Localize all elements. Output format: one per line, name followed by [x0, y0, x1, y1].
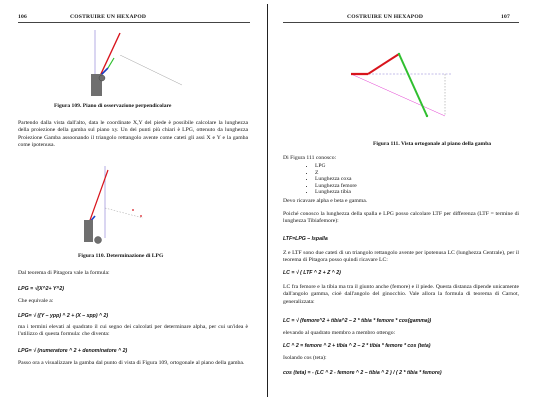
- page-number: 106: [18, 14, 27, 20]
- hip-joint-icon: [95, 237, 102, 244]
- figure-109-caption: Figura 109. Piano di osservazione perpendicolare: [54, 103, 172, 109]
- list-item: • Lunghezza coxa: [315, 176, 357, 183]
- hip-joint-icon: [99, 75, 105, 81]
- page-divider: [267, 4, 268, 397]
- paragraph-intro: Partendo dalla vista dall'alto, data le coordinate X,Y del piede è possibile calcolare la lunghezza della proiezione della gamba sul piano xy. Un dei punti più chiari è LPG, ottenuto da lunghezza Proiezione Gamba assoonando il triangolo rettangolo avente come cateti gli assi X e Y e la gamba come ipotenusa.: [18, 120, 248, 149]
- paragraph-unknowns: Devo ricavare alpha e beta e gamma.: [283, 198, 368, 204]
- paragraph-equivalent: Che equivale a:: [18, 298, 54, 304]
- figure-110-caption: Figura 110. Determinazione di LPG: [78, 253, 164, 259]
- header-rule: [18, 22, 250, 23]
- known-values-list: [301, 163, 357, 196]
- running-header: COSTRUIRE UN HEXAPOD: [347, 14, 424, 20]
- left-page: [0, 0, 265, 401]
- paragraph-lc: Z e LTF sono due cateti di un triangolo rettangolo avente per ipotenusa LC (lunghezza Centrale), per il teorema di Pitagora posso quindi ricavare LC:: [283, 250, 519, 264]
- paragraph-isolate: Isolando cos (teta):: [283, 355, 327, 361]
- figure-111-caption: Figura 111. Vista ortogonale al piano della gamba: [373, 141, 492, 147]
- robot-body: [84, 220, 93, 242]
- formula-lpg-numerator: LPG= √ (numeratore ^ 2 + denominatore ^ 2): [18, 348, 128, 354]
- paragraph-squared: elevando al quadrato membro a membro ottengo:: [283, 330, 396, 336]
- formula-ltf: LTF=LPG – lspalla: [283, 236, 328, 242]
- figure-109-projection-line: [120, 55, 190, 95]
- paragraph-next-view: Passo ora a visualizzare la gamba dal punto di vista di Figura 109, ortogonale al piano della gamba.: [18, 360, 245, 366]
- right-page: [271, 0, 535, 401]
- formula-lpg: LPG = √(X^2+ Y^2): [18, 286, 65, 292]
- list-item: • Lunghezza tibia: [315, 189, 357, 196]
- formula-lpg-expanded: LPG= √ ((Y – ypp) ^ 2 + (X – xpp) ^ 2): [18, 313, 109, 319]
- running-header: COSTRUIRE UN HEXAPOD: [70, 14, 147, 20]
- paragraph-known: Di Figura 111 conosco:: [283, 155, 337, 161]
- formula-lc: LC = √ ( LTF ^ 2 + Z ^ 2): [283, 270, 341, 276]
- paragraph-ltf: Poiché conosco la lunghezza della spalla e LPG posso calcolare LTF per differenza (LTF = termine di lunghezza Tibiafemore):: [283, 211, 519, 225]
- figure-110-leg-diagram: [75, 158, 145, 248]
- list-item: • Z: [315, 170, 357, 177]
- paragraph-carnot: LC fra femore e la tibia ma tra il giunto anche (femore) e il piede. Questa distanza dipende unicamente dall'angolo gamma, cioè dall'angolo del ginocchio. Vale allora la formula di teorema di Carnot, generalizzata:: [283, 284, 519, 305]
- coxa-segment: [100, 33, 120, 76]
- header-rule: [283, 22, 519, 23]
- list-item: • LPG: [315, 163, 357, 170]
- formula-cos-teta: cos (teta) = - (LC ^ 2 - femore ^ 2 – tibia ^ 2 ) / ( 2 * tibia * femore): [283, 370, 442, 376]
- list-item: • Lunghezza femore: [315, 183, 357, 190]
- formula-carnot: LC = √ (femore^2 + tibia^2 – 2 * tibia * femore * cos(gamma)): [283, 318, 432, 324]
- page-number: 107: [501, 14, 510, 20]
- formula-lc-squared: LC ^ 2 = femore ^ 2 + tibia ^ 2 – 2 * tibia * femore * cos (teta): [283, 343, 431, 349]
- paragraph-squared-terms: ma i termini elevati al quadrato il cui segno dei calcolati per determinare alpha, per cui un'idea è l'utilizzo di questa formula: che diventa:: [18, 324, 248, 338]
- tibia-segment: [108, 58, 114, 68]
- figure-111-leg-diagram: [351, 42, 451, 130]
- paragraph-pythagoras: Dal teorema di Pitagora vale la formula:: [18, 270, 110, 276]
